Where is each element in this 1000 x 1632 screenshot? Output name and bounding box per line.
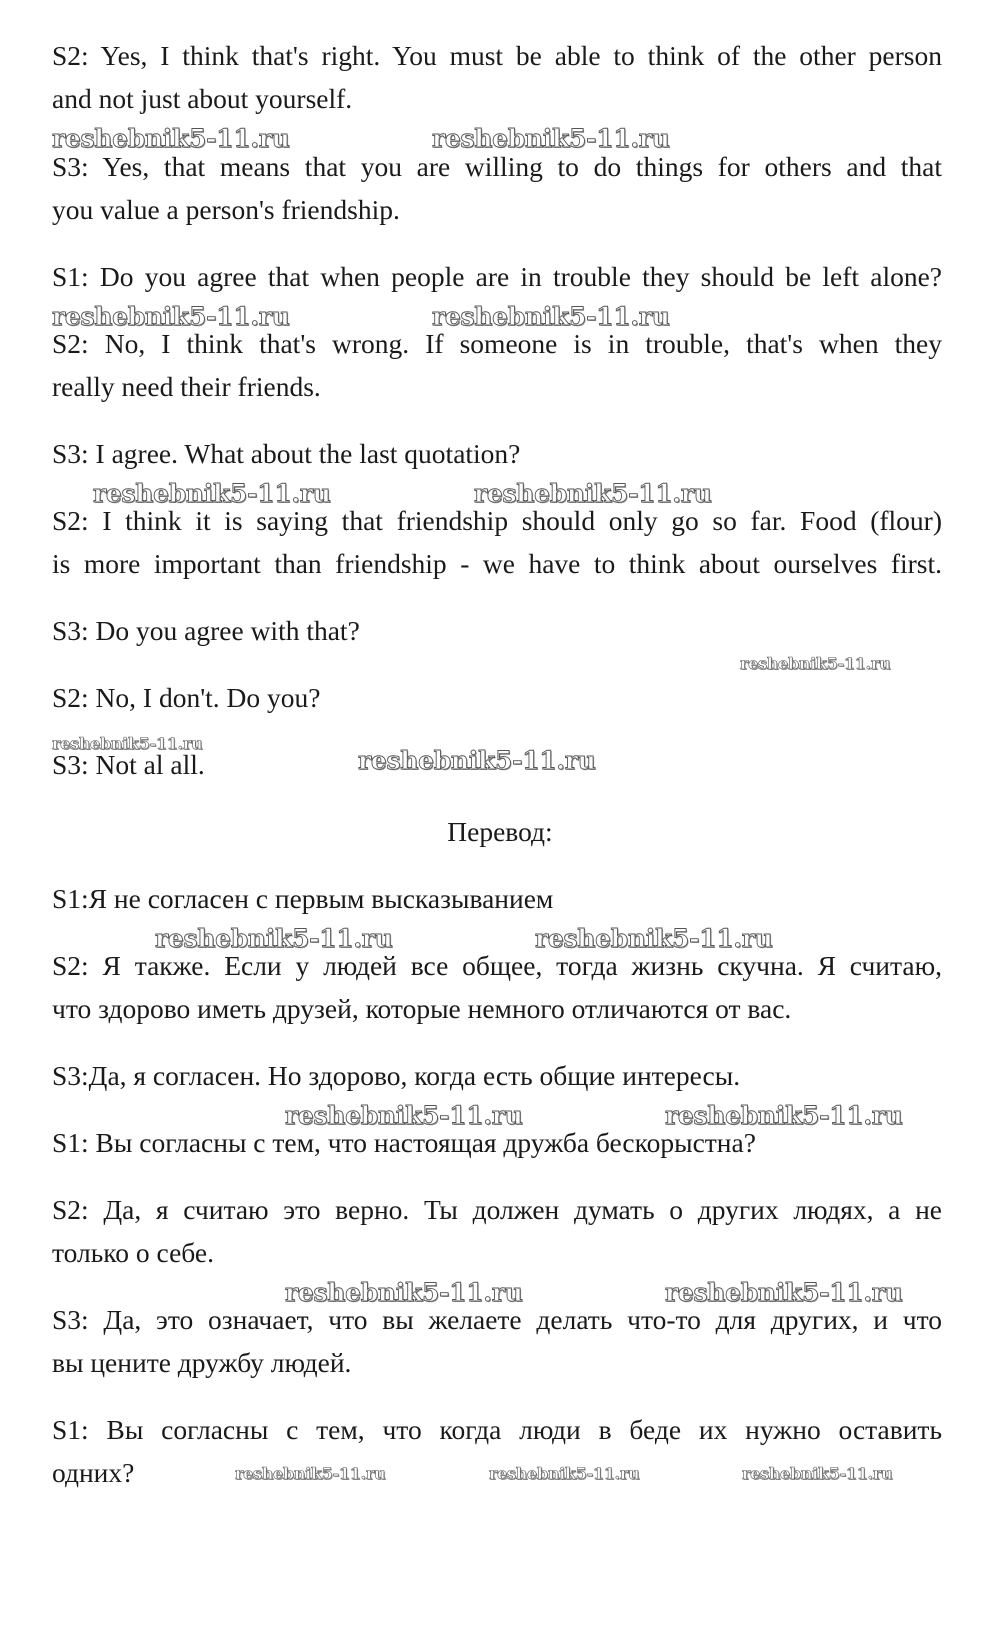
watermark: reshebnik5-11.ru: [742, 1464, 893, 1483]
watermark: reshebnik5-11.ru: [474, 479, 712, 508]
text-line: одних?: [52, 1457, 135, 1488]
text-line: S2: Yes, I think that's right. You must be able to think of the other person: [52, 40, 942, 71]
text-line: вы цените дружбу людей.: [52, 1347, 352, 1378]
text-line: S3: I agree. What about the last quotation?: [52, 438, 521, 469]
text-line: S3: Do you agree with that?: [52, 615, 360, 646]
text-line: S3: Not al all.: [52, 749, 205, 780]
watermark: reshebnik5-11.ru: [358, 746, 596, 775]
watermark: reshebnik5-11.ru: [665, 1278, 903, 1307]
watermark: reshebnik5-11.ru: [740, 654, 891, 673]
watermark: reshebnik5-11.ru: [285, 1101, 523, 1130]
text-line: you value a person's friendship.: [52, 194, 400, 225]
text-line: S2: Да, я считаю это верно. Ты должен думать о других людях, а не: [52, 1194, 942, 1225]
watermark: reshebnik5-11.ru: [665, 1101, 903, 1130]
text-line: S1:Я не согласен с первым высказыванием: [52, 883, 554, 914]
text-line: S1: Вы согласны с тем, что настоящая дружба бескорыстна?: [52, 1127, 756, 1158]
watermark: reshebnik5-11.ru: [535, 924, 773, 953]
watermark: reshebnik5-11.ru: [285, 1278, 523, 1307]
text-line: really need their friends.: [52, 371, 321, 402]
text-line: S2: No, I think that's wrong. If someone is in trouble, that's when they: [52, 328, 942, 359]
text-line: S3:Да, я согласен. Но здорово, когда есть общие интересы.: [52, 1060, 741, 1091]
text-line: S1: Вы согласны с тем, что когда люди в беде их нужно оставить: [52, 1414, 942, 1445]
watermark: reshebnik5-11.ru: [52, 124, 290, 153]
watermark: reshebnik5-11.ru: [52, 734, 203, 753]
watermark: reshebnik5-11.ru: [235, 1464, 386, 1483]
text-line: S3: Yes, that means that you are willing to do things for others and that: [52, 151, 942, 182]
watermark: reshebnik5-11.ru: [93, 479, 331, 508]
text-line: S2: I think it is saying that friendship should only go so far. Food (flour): [52, 505, 942, 536]
watermark: reshebnik5-11.ru: [155, 924, 393, 953]
text-line: S1: Do you agree that when people are in trouble they should be left alone?: [52, 261, 942, 292]
text-line: S3: Да, это означает, что вы желаете делать что-то для других, и что: [52, 1304, 942, 1335]
text-line: S2: No, I don't. Do you?: [52, 682, 321, 713]
watermark: reshebnik5-11.ru: [432, 124, 670, 153]
text-line: только о себе.: [52, 1237, 214, 1268]
watermark: reshebnik5-11.ru: [52, 302, 290, 331]
text-line: is more important than friendship - we have to think about ourselves first.: [52, 548, 942, 579]
text-line: что здорово иметь друзей, которые немного отличаются от вас.: [52, 993, 792, 1024]
watermark: reshebnik5-11.ru: [489, 1464, 640, 1483]
watermark: reshebnik5-11.ru: [432, 302, 670, 331]
text-line: S2: Я также. Если у людей все общее, тогда жизнь скучна. Я считаю,: [52, 950, 942, 981]
text-line: and not just about yourself.: [52, 83, 353, 114]
section-title: Перевод:: [447, 816, 553, 847]
